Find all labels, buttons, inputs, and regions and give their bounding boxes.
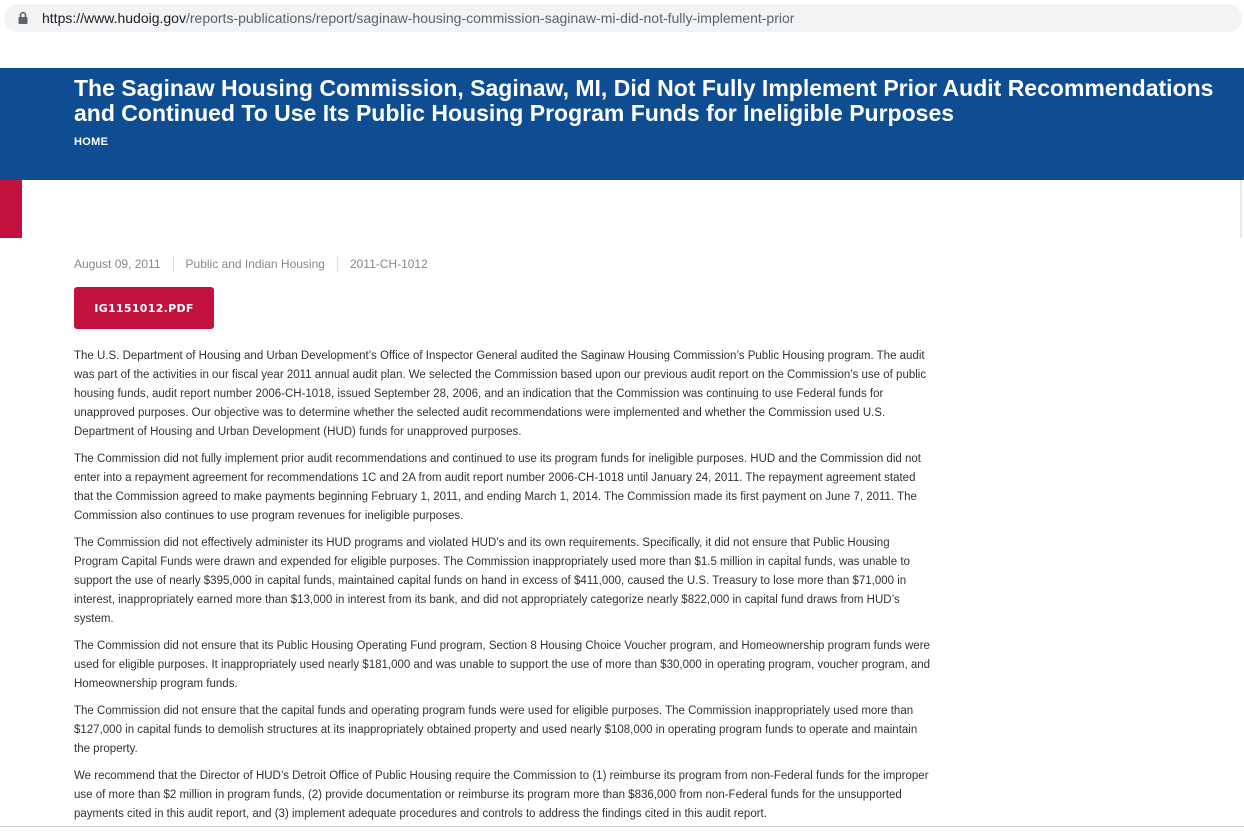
summary-paragraph: The Commission did not fully implement prior audit recommendations and continued to use its program funds for ineligible purposes. HUD and the Commission did not enter into a repayment agreement for recommendations 1C and 2A from audit report number 2006-CH-1018 until January 24, 2011. The repayment agreement stated that the Commission agreed to make payments beginning February 1, 2011, and ending March 1, 2014. The Commission made its first payment on June 7, 2011. The Commission also continues to use program revenues for ineligible purposes. bbox=[74, 453, 921, 522]
page-title: The Saginaw Housing Commission, Saginaw, MI, Did Not Fully Implement Prior Audit Recommendations and Continued To Use Its Public Housing Program Funds for Ineligible Purposes bbox=[74, 75, 1214, 126]
meta-separator bbox=[173, 256, 174, 272]
address-bar[interactable] bbox=[4, 4, 1242, 32]
download-pdf-button[interactable]: IG1151012.PDF bbox=[74, 287, 214, 329]
accent-strip bbox=[0, 180, 22, 238]
breadcrumb-home-link[interactable]: HOME bbox=[74, 136, 109, 148]
summary-paragraph: The Commission did not effectively administer its HUD programs and violated HUD’s and its own requirements. Specifically, it did not ensure that Public Housing Program Capital Funds were drawn and expended for eligible purposes. The Commission inappropriately used more than $1.5 million in capital funds, was unable to support the use of nearly $395,000 in capital funds, maintained capital funds on hand in excess of $411,000, caused the U.S. Treasury to lose more than $71,000 in interest, inappropriately earned more than $13,000 in interest from its bank, and did not appropriately categorize nearly $822,000 in capital fund draws from HUD’s system. bbox=[74, 537, 910, 625]
divider bbox=[1240, 180, 1242, 238]
url-text bbox=[42, 10, 794, 26]
report-meta bbox=[74, 256, 428, 272]
summary-paragraph: The Commission did not ensure that the capital funds and operating program funds were used for eligible purposes. The Commission inappropriately used more than $127,000 in capital funds to demolish structures at its inappropriately obtained property and used nearly $108,000 in operating program funds to operate and maintain the property. bbox=[74, 705, 918, 755]
report-category-link[interactable]: Public and Indian Housing bbox=[185, 257, 325, 271]
report-number: 2011-CH-1012 bbox=[349, 257, 428, 271]
url-host: https://www.hudoig.gov bbox=[42, 10, 186, 26]
summary-paragraph: The U.S. Department of Housing and Urban Development’s Office of Inspector General audited the Saginaw Housing Commission’s Public Housing program. The audit was part of the activities in our fiscal year 2011 annual audit plan. We selected the Commission based upon our previous audit report on the Commission’s use of public housing funds, audit report number 2006-CH-1018, issued September 28, 2006, and an indication that the Commission was continuing to use Federal funds for unapproved purposes. Our objective was to determine whether the selected audit recommendations were implemented and whether the Commission used U.S. Department of Housing and Urban Development (HUD) funds for unapproved purposes. bbox=[74, 350, 927, 438]
summary-paragraph: We recommend that the Director of HUD’s Detroit Office of Public Housing require the Commission to (1) reimburse its program from non-Federal funds for the improper use of more than $2 million in program funds, (2) provide documentation or reimburse its program more than $836,000 from non-Federal funds for the unsupported payments cited in this audit report, and (3) implement adequate procedures and controls to address the findings cited in this audit report. bbox=[74, 770, 929, 820]
url-path: /reports-publications/report/saginaw-housing-commission-saginaw-mi-did-not-fully-implement-prior bbox=[185, 10, 795, 26]
report-summary bbox=[74, 347, 934, 832]
summary-paragraph: The Commission did not ensure that its Public Housing Operating Fund program, Section 8 Housing Choice Voucher program, and Homeownership program funds were used for eligible purposes. It inappropriately used nearly $181,000 and was unable to support the use of more than $30,000 in operating program, voucher program, and Homeownership program funds. bbox=[74, 640, 931, 690]
report-date: August 09, 2011 bbox=[74, 257, 161, 271]
meta-separator bbox=[337, 256, 338, 272]
lock-icon bbox=[16, 11, 30, 25]
